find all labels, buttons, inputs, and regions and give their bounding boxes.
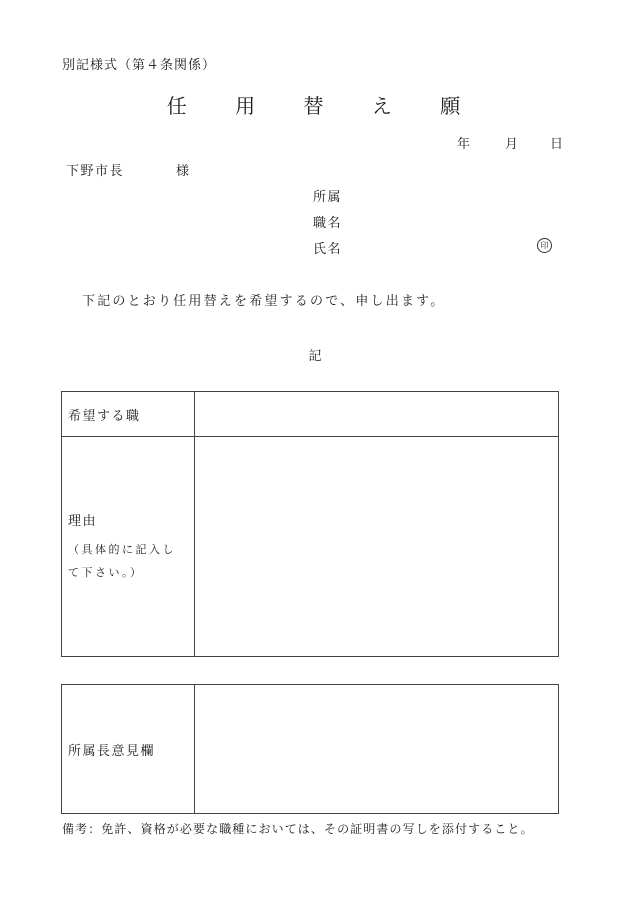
supervisor-opinion-field[interactable] — [195, 685, 559, 814]
seal-mark: 印 — [537, 238, 552, 253]
document-title: 任 用 替 え 願 — [166, 94, 482, 118]
reason-note-line1: （具体的に記入し — [68, 542, 176, 556]
opinion-table — [61, 684, 559, 814]
remarks-note: 備考：免許、資格が必要な職種においては、その証明書の写しを添付すること。 — [62, 822, 534, 836]
reason-row — [62, 437, 559, 657]
supervisor-opinion-row — [62, 685, 559, 814]
desired-post-row — [62, 392, 559, 437]
form-style-label: 別記様式（第４条関係） — [62, 58, 217, 73]
desired-post-field[interactable] — [195, 392, 559, 437]
supervisor-opinion-label: 所属長意見欄 — [62, 685, 195, 814]
request-table — [61, 391, 559, 657]
name-label: 氏名 — [313, 242, 343, 257]
date-year-label: 年 — [457, 137, 471, 152]
reason-note-line2: て下さい。） — [68, 565, 144, 579]
affiliation-label: 所属 — [313, 190, 343, 205]
post-label: 職名 — [313, 216, 343, 231]
reason-label: 理由 — [68, 513, 98, 529]
date-day-label: 日 — [550, 137, 564, 152]
reason-field[interactable] — [195, 437, 559, 657]
addressee-suffix: 様 — [176, 164, 190, 179]
date-month-label: 月 — [505, 137, 519, 152]
desired-post-label: 希望する職 — [62, 392, 195, 437]
ki-heading: 記 — [308, 349, 322, 364]
reason-label-cell — [62, 437, 195, 657]
addressee-name: 下野市長 — [66, 164, 125, 179]
request-statement: 下記のとおり任用替えを希望するので、申し出ます。 — [82, 294, 446, 309]
